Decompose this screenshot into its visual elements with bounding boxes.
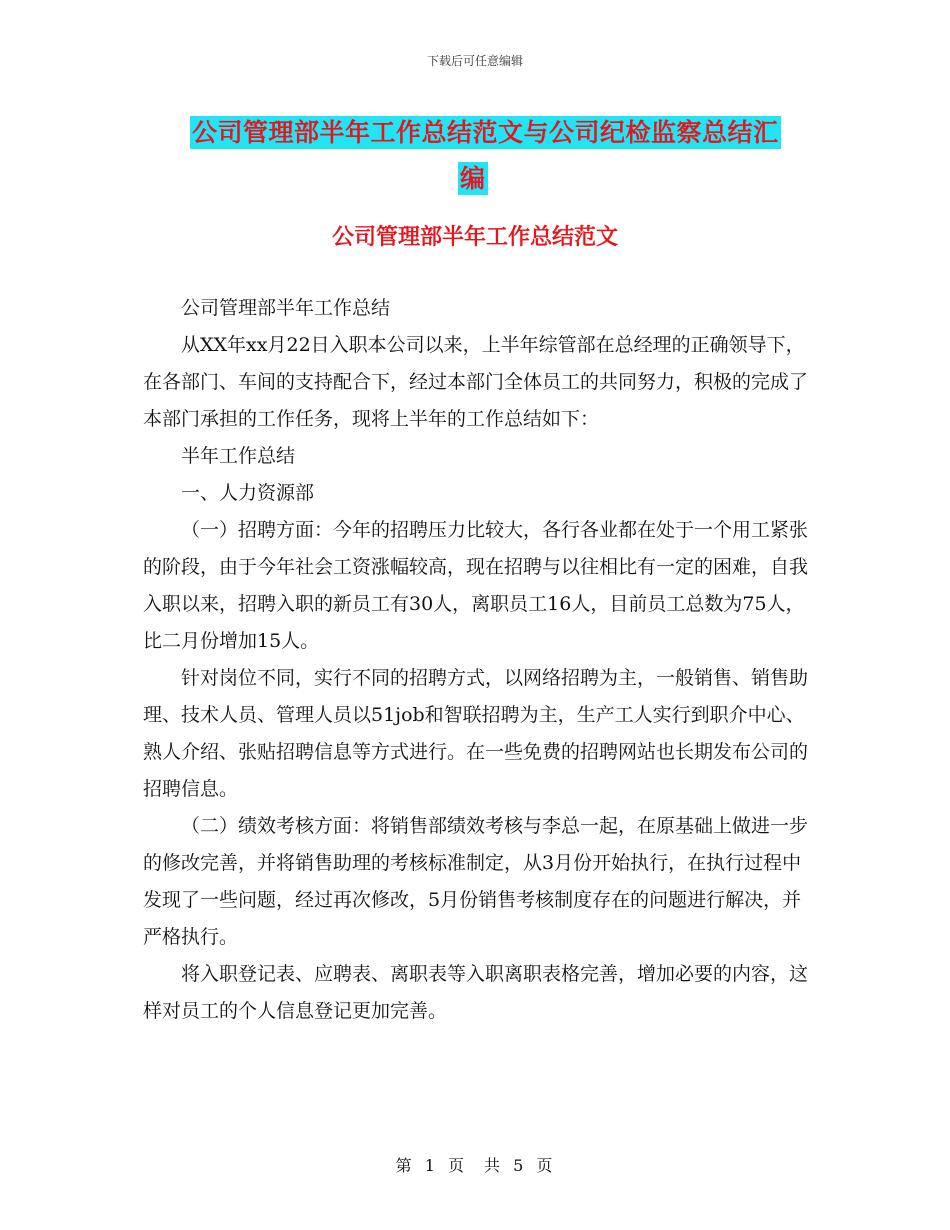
paragraph-section-hr: 一、人力资源部: [181, 482, 315, 504]
footer-suffix: 页: [536, 1156, 555, 1175]
paragraph-performance: （二）绩效考核方面：将销售部绩效考核与李总一起，在原基础上做进一步的修改完善，并将销售助理的考核标准制定，从3月份开始执行，在执行过程中发现了一些问题，经过再次修改，5月份销售考核制度存在的问题进行解决，并严格执行。: [143, 815, 809, 948]
document-title-line2: [190, 156, 810, 202]
footer-total-pages: 5: [513, 1156, 526, 1175]
page-footer: [0, 1153, 950, 1176]
footer-prefix: 第: [395, 1156, 414, 1175]
footer-current-page: 1: [424, 1156, 437, 1175]
document-title: [190, 110, 810, 202]
paragraph-forms: 将入职登记表、应聘表、离职表等入职离职表格完善，增加必要的内容，这样对员工的个人信息登记更加完善。: [143, 963, 809, 1022]
document-title-line1-text: 公司管理部半年工作总结范文与公司纪检监察总结汇: [192, 118, 779, 147]
paragraph-recruitment: （一）招聘方面：今年的招聘压力比较大，各行各业都在处于一个用工紧张的阶段，由于今年社会工资涨幅较高，现在招聘与以往相比有一定的困难，自我入职以来，招聘入职的新员工有30人，离职员工16人，目前员工总数为75人，比二月份增加15人。: [143, 519, 809, 652]
document-title-line1: [190, 110, 810, 156]
paragraph-recruitment-methods: 针对岗位不同，实行不同的招聘方式，以网络招聘为主，一般销售、销售助理、技术人员、管理人员以51job和智联招聘为主，生产工人实行到职介中心、熟人介绍、张贴招聘信息等方式进行。在一些免费的招聘网站也长期发布公司的招聘信息。: [143, 667, 809, 800]
footer-mid: 页 共: [447, 1156, 502, 1175]
paragraph-heading: 半年工作总结: [181, 445, 296, 467]
document-body: [143, 290, 809, 1030]
paragraph-intro: 从XX年xx月22日入职本公司以来，上半年综管部在总经理的正确领导下，在各部门、车间的支持配合下，经过本部门全体员工的共同努力，积极的完成了本部门承担的工作任务，现将上半年的工作总结如下：: [143, 334, 809, 430]
document-title-line2-text: 编: [460, 164, 486, 193]
paragraph-subtitle: 公司管理部半年工作总结: [181, 297, 391, 319]
section-title: 公司管理部半年工作总结范文: [331, 225, 618, 250]
page-header-note: 下载后可任意编辑: [426, 54, 523, 68]
